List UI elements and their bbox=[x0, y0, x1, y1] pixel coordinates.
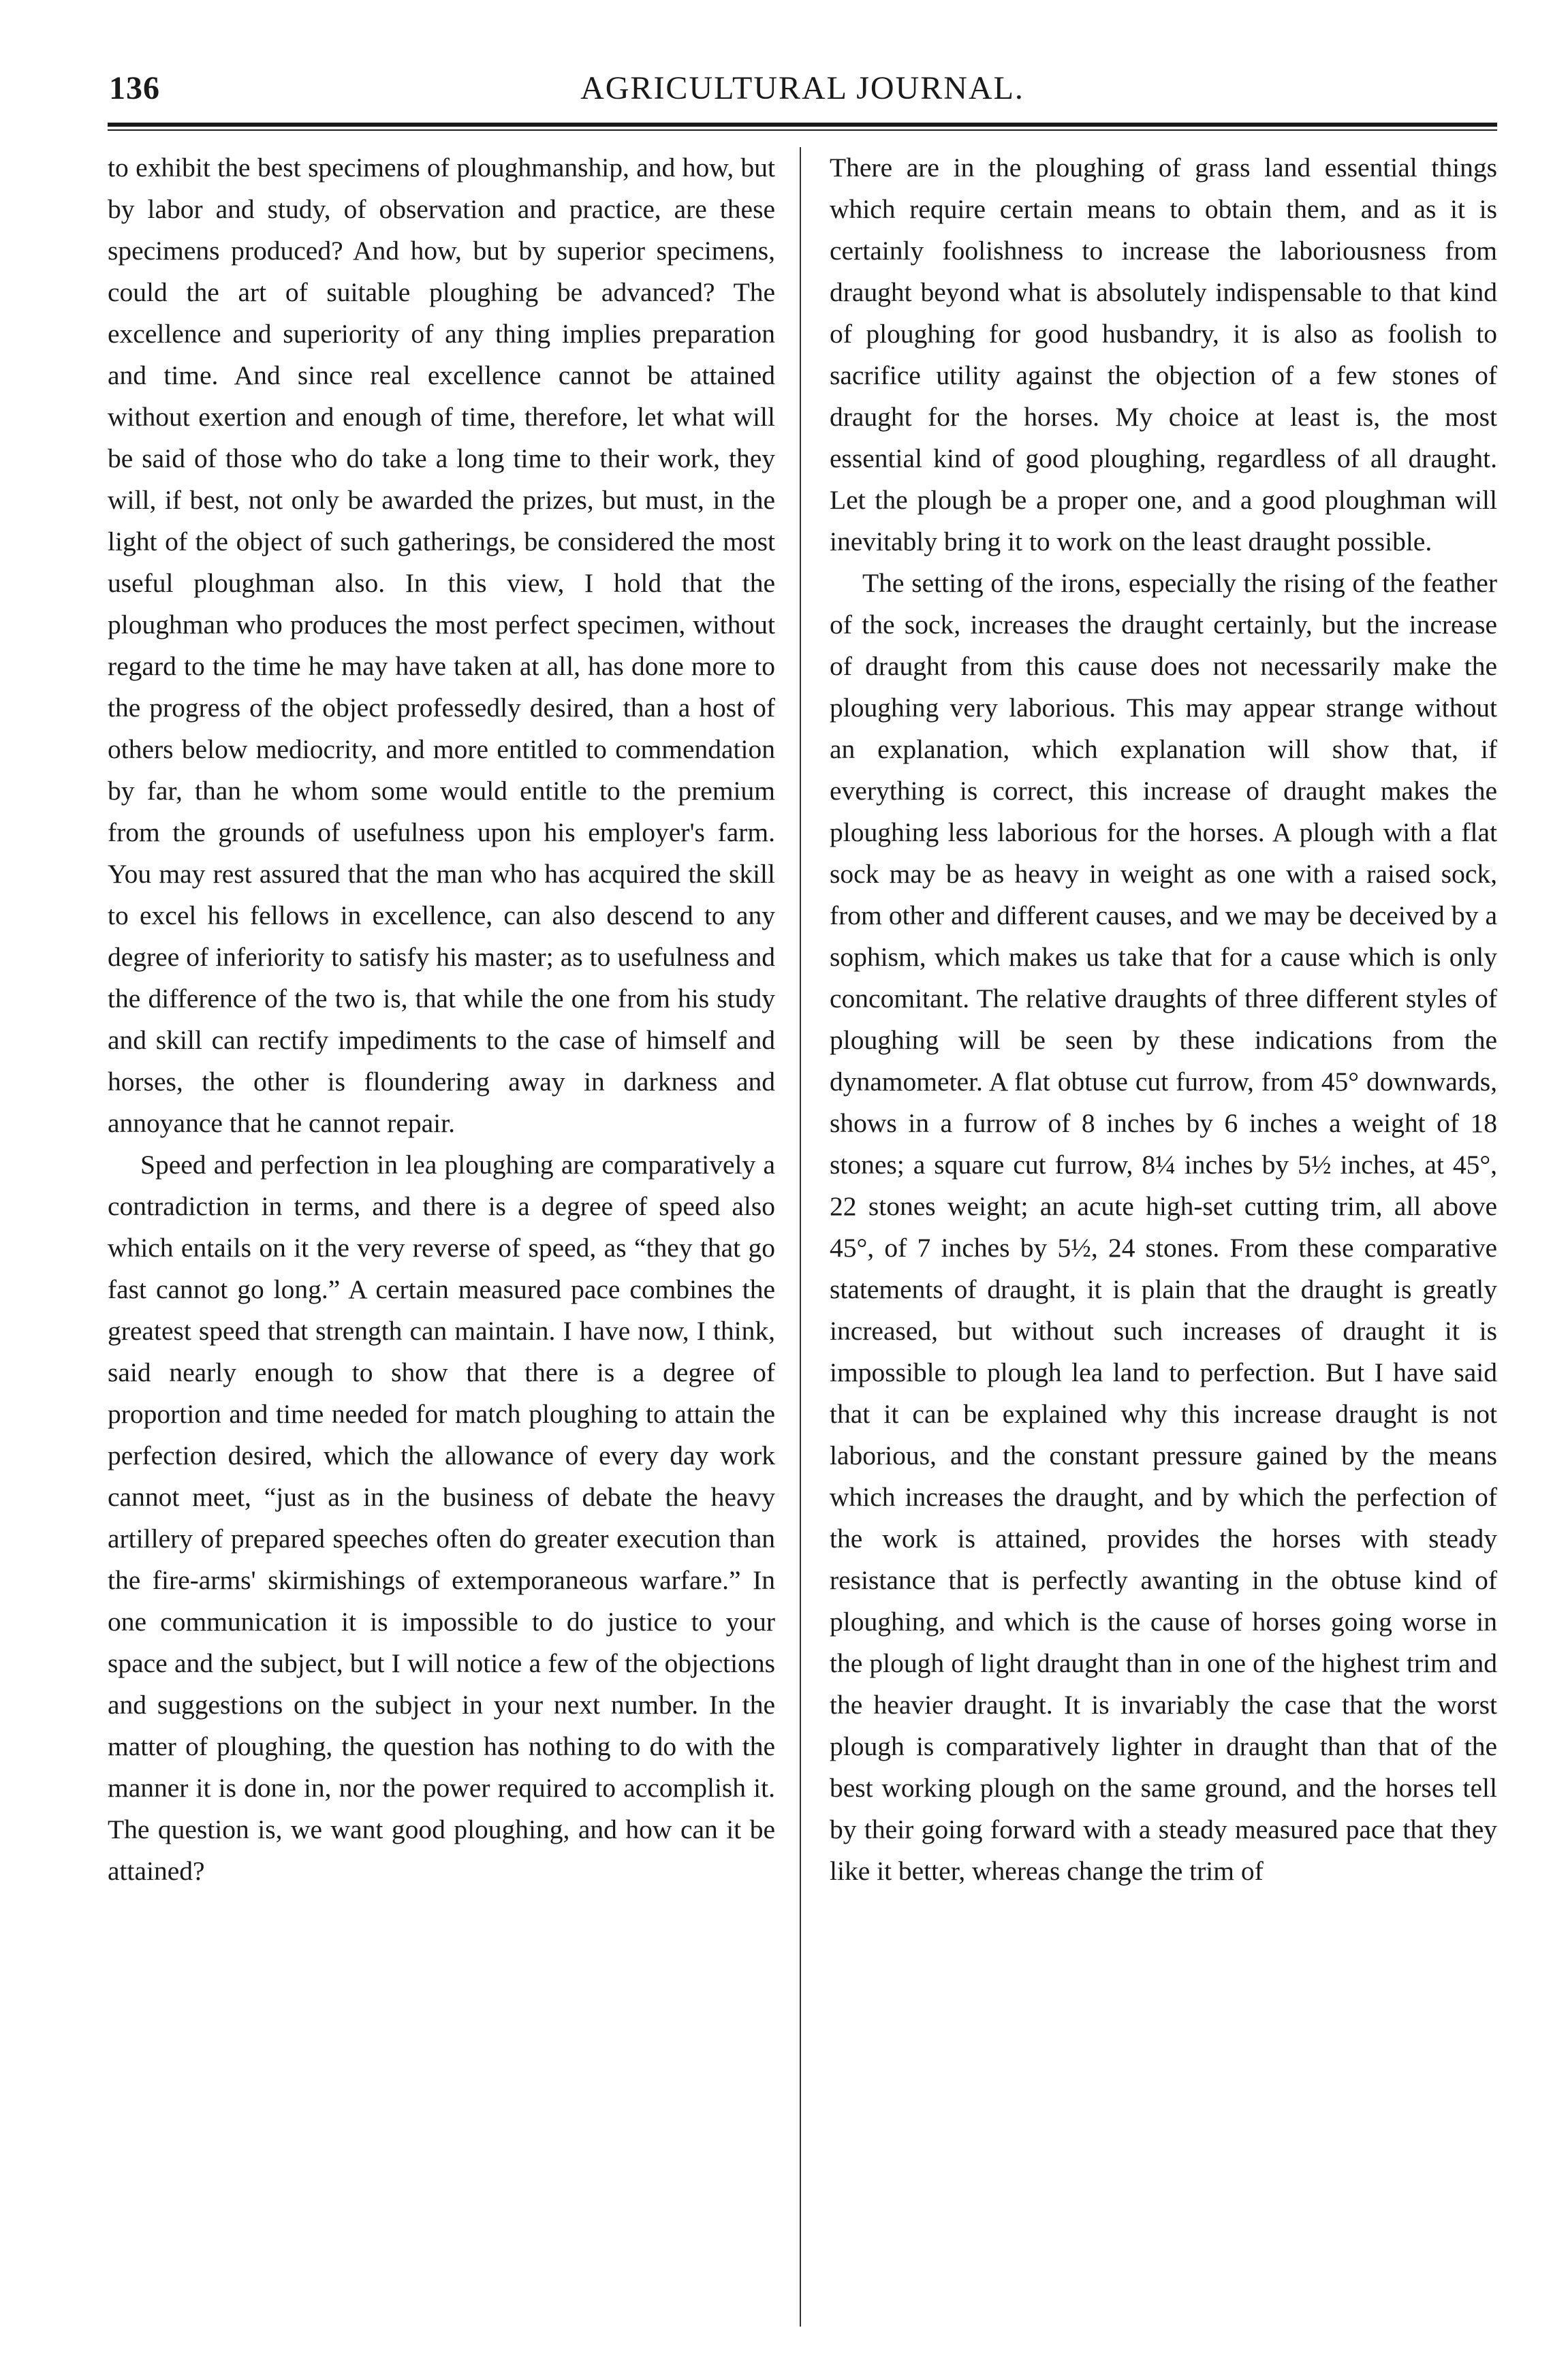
header-rule-thin bbox=[108, 129, 1497, 131]
left-column bbox=[108, 147, 775, 1892]
column-divider bbox=[800, 147, 801, 2327]
header-rule bbox=[108, 123, 1497, 127]
running-title: AGRICULTURAL JOURNAL. bbox=[580, 70, 1024, 106]
paragraph: There are in the ploughing of grass land essential things which require certain means to obtain them, and as it is certainly foolishness to increase the laboriousness from draught beyond what is absolutely indispensable to that kind of ploughing for good husbandry, it is also as foolish to sacrifice utility against the objection of a few stones of draught for the horses. My choice at least is, the most essential kind of good ploughing, regardless of all draught. Let the plough be a proper one, and a good ploughman will inevitably bring it to work on the least draught possible. bbox=[830, 153, 1497, 556]
page-header bbox=[108, 65, 1497, 120]
paragraph: Speed and perfection in lea ploughing are comparatively a contradiction in terms, and there is a degree of speed also which entails on it the very reverse of speed, as “they that go fast cannot go long.” A certain measured pace combines the greatest speed that strength can maintain. I have now, I think, said nearly enough to show that there is a degree of proportion and time needed for match ploughing to attain the perfection desired, which the allowance of every day work cannot meet, “just as in the business of debate the heavy artillery of prepared speeches often do greater execution than the fire-arms' skirmishings of extemporaneous warfare.” In one communication it is impossible to do justice to your space and the subject, but I will notice a few of the objections and suggestions on the subject in your next number. In the matter of ploughing, the question has nothing to do with the manner it is done in, nor the power required to accomplish it. The question is, we want good ploughing, and how can it be attained? bbox=[108, 1150, 775, 1886]
right-column bbox=[830, 147, 1497, 1892]
page-number: 136 bbox=[109, 70, 160, 106]
paragraph: The setting of the irons, especially the rising of the feather of the sock, increases the draught certainly, but the increase of draught from this cause does not necessarily make the ploughing very laborious. This may appear strange without an explanation, which explanation will show that, if everything is correct, this increase of draught makes the ploughing less laborious for the horses. A plough with a flat sock may be as heavy in weight as one with a raised sock, from other and different causes, and we may be deceived by a sophism, which makes us take that for a cause which is only concomitant. The relative draughts of three different styles of ploughing will be seen by these indications from the dynamometer. A flat obtuse cut furrow, from 45° downwards, shows in a furrow of 8 inches by 6 inches a weight of 18 stones; a square cut furrow, 8¼ inches by 5½ inches, at 45°, 22 stones weight; an acute high-set cutting trim, all above 45°, of 7 inches by 5½, 24 stones. From these comparative statements of draught, it is plain that the draught is greatly increased, but without such increases of draught it is impossible to plough lea land to perfection. But I have said that it can be explained why this increase draught is not laborious, and the constant pressure gained by the means which increases the draught, and by which the perfection of the work is attained, provides the horses with steady resistance that is perfectly awanting in the obtuse kind of ploughing, and which is the cause of horses going worse in the plough of light draught than in one of the highest trim and the heavier draught. It is invariably the case that the worst plough is comparatively lighter in draught than that of the best working plough on the same ground, and the horses tell by their going forward with a steady measured pace that they like it better, whereas change the trim of bbox=[830, 568, 1497, 1886]
journal-page bbox=[108, 65, 1497, 2333]
paragraph: to exhibit the best specimens of ploughmanship, and how, but by labor and study, of observation and practice, are these specimens produced? And how, but by superior specimens, could the art of suitable ploughing be advanced? The excellence and superiority of any thing implies preparation and time. And since real excellence cannot be attained without exertion and enough of time, therefore, let what will be said of those who do take a long time to their work, they will, if best, not only be awarded the prizes, but must, in the light of the object of such gatherings, be considered the most useful ploughman also. In this view, I hold that the ploughman who produces the most perfect specimen, without regard to the time he may have taken at all, has done more to the progress of the object professedly desired, than a host of others below mediocrity, and more entitled to commendation by far, than he whom some would entitle to the premium from the grounds of usefulness upon his employer's farm. You may rest assured that the man who has acquired the skill to excel his fellows in excellence, can also descend to any degree of inferiority to satisfy his master; as to usefulness and the difference of the two is, that while the one from his study and skill can rectify impediments to the case of himself and horses, the other is floundering away in darkness and annoyance that he cannot repair. bbox=[108, 153, 775, 1138]
